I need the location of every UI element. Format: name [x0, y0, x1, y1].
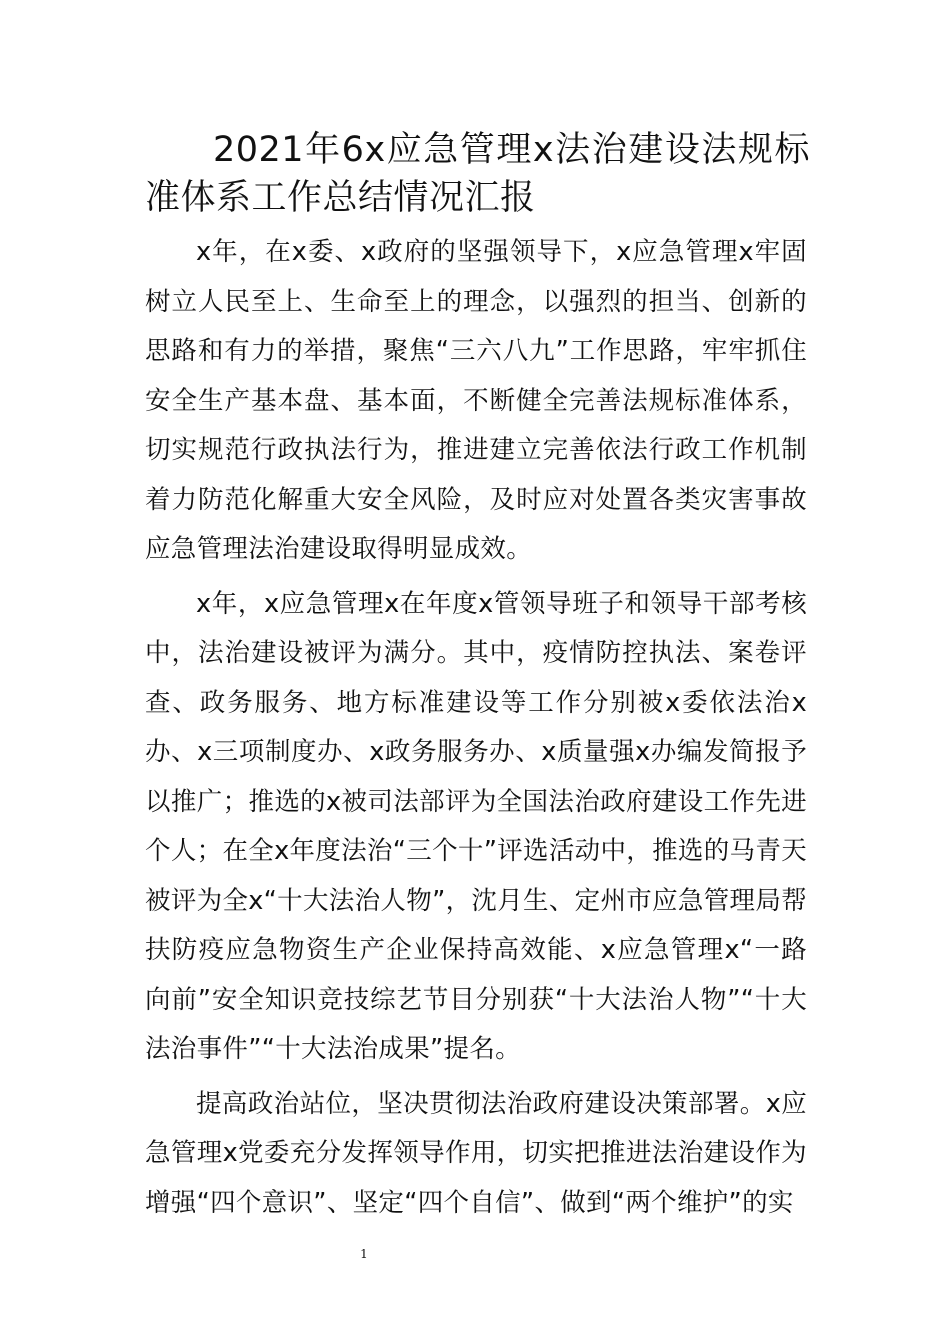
- paragraph-2: x年，x应急管理x在年度x管领导班子和领导干部考核中，法治建设被评为满分。其中，疫情防控执法、案卷评查、政务服务、地方标准建设等工作分别被x委依法治x办、x三项制度办、x政务服务办、x质量强x办编发简报予以推广；推选的x被司法部评为全国法治政府建设工作先进个人；在全x年度法治“三个十”评选活动中，推选的马青天被评为全x“十大法治人物”，沈月生、定州市应急管理局帮扶防疫应急物资生产企业保持高效能、x应急管理x“一路向前”安全知识竞技综艺节目分别获“十大法治人物”“十大法治事件”“十大法治成果”提名。: [145, 588, 807, 1064]
- paragraph-3: 提高政治站位，坚决贯彻法治政府建设决策部署。x应急管理x党委充分发挥领导作用，切实把推进法治建设作为增强“四个意识”、坚定“四个自信”、做到“两个维护”的实: [145, 1088, 807, 1218]
- document-body: [145, 228, 807, 1233]
- page-number: 1: [360, 1247, 368, 1261]
- document-title: 2021年6x应急管理x法治建设法规标准体系工作总结情况汇报: [145, 130, 810, 218]
- paragraph-1: x年，在x委、x政府的坚强领导下，x应急管理x牢固树立人民至上、生命至上的理念，以强烈的担当、创新的思路和有力的举措，聚焦“三六八九”工作思路，牢牢抓住安全生产基本盘、基本面，不断健全完善法规标准体系，切实规范行政执法行为，推进建立完善依法行政工作机制着力防范化解重大安全风险，及时应对处置各类灾害事故应急管理法治建设取得明显成效。: [145, 237, 807, 564]
